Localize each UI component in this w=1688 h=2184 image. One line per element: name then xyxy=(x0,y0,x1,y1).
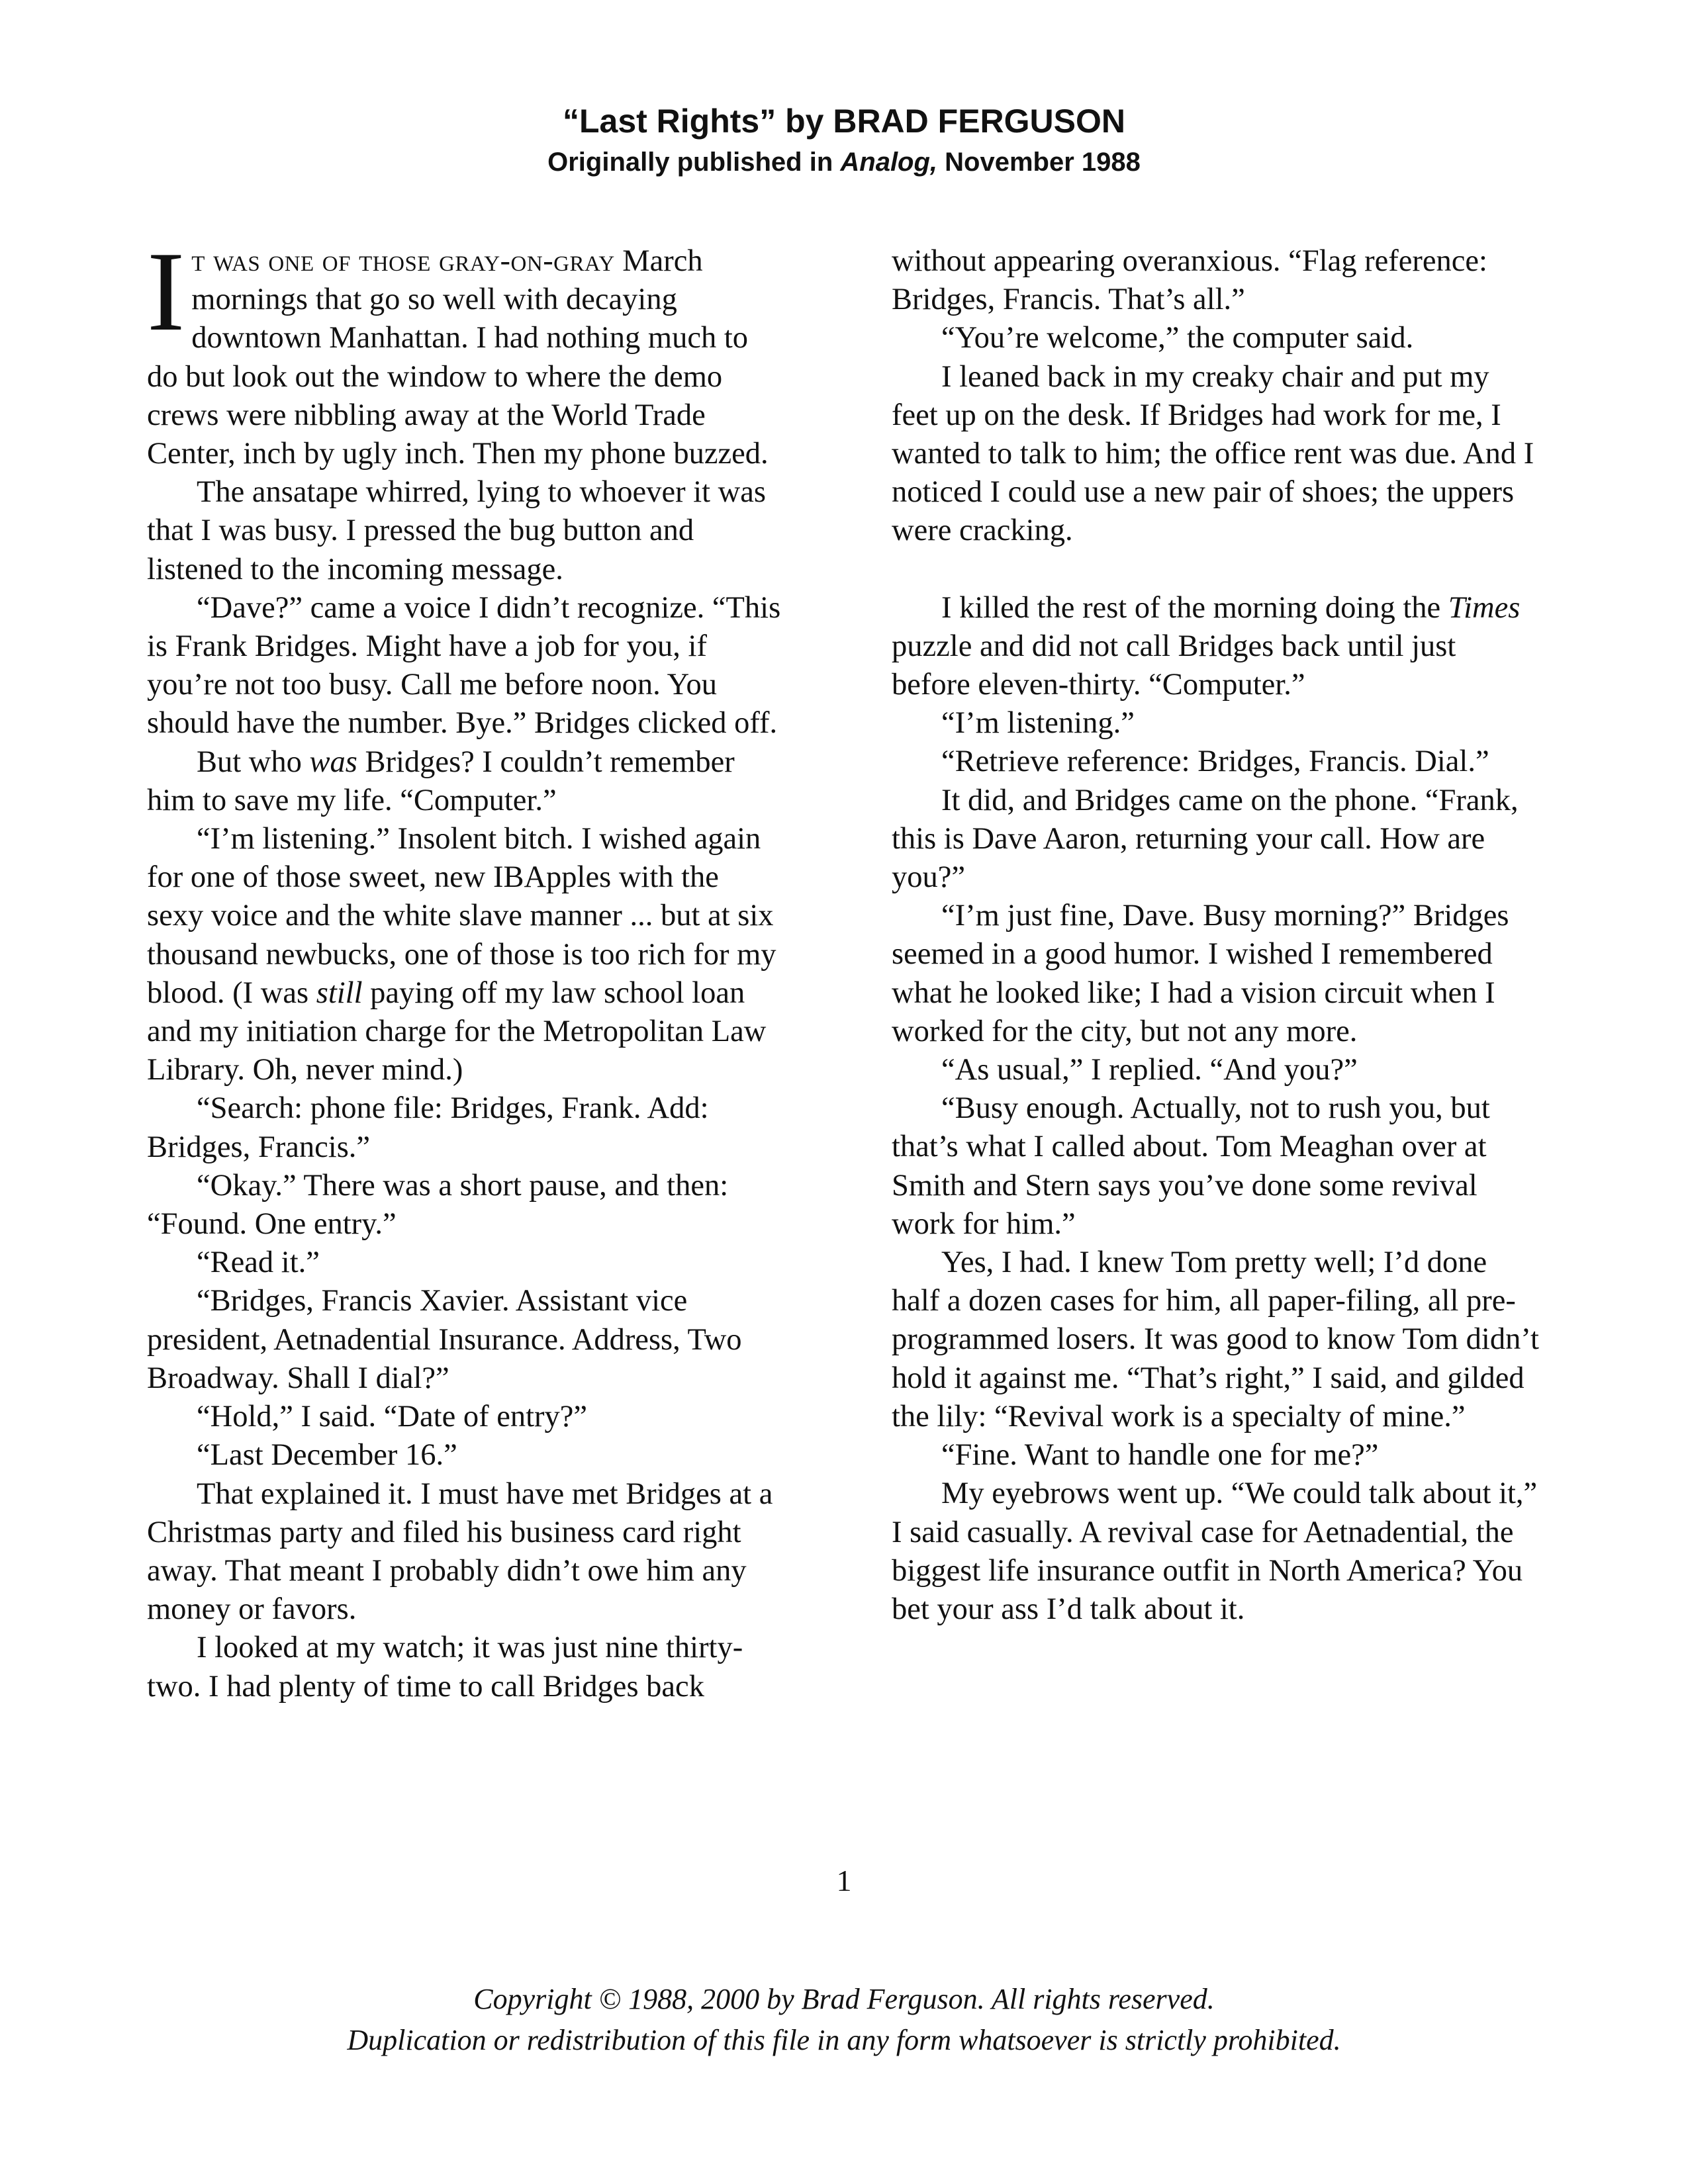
opening-smallcaps: t was one of those gray-on-gray xyxy=(191,244,615,278)
paragraph: “I’m listening.” xyxy=(941,706,1135,741)
paragraph: The ansatape whirred, lying to whoever it was that I was busy. I pressed the bug button and listened to the incoming message. xyxy=(147,475,766,586)
paragraph: “You’re welcome,” the computer said. xyxy=(941,321,1414,355)
left-column xyxy=(147,229,782,1706)
paragraph-text: “I’m listening.” Insolent bitch. I wished again for one of those sweet, new IBApples with the sexy voice and the white slave manner ... but at six thousand newbucks, one of those is too rich for my blood. (I was xyxy=(147,822,776,1010)
paragraph: “Busy enough. Actually, not to rush you, but that’s what I called about. Tom Meaghan over at Smith and Stern says you’ve done some revival work for him.” xyxy=(892,1091,1490,1241)
drop-cap: I xyxy=(147,229,185,355)
emphasis: Times xyxy=(1448,590,1521,625)
paragraph: It did, and Bridges came on the phone. “Frank, this is Dave Aaron, returning your call. How are you?” xyxy=(892,783,1519,895)
paragraph xyxy=(147,820,782,1089)
paragraph: I looked at my watch; it was just nine thirty-two. I had plenty of time to call Bridges back xyxy=(147,1631,743,1704)
paragraph-text: puzzle and did not call Bridges back until just before eleven-thirty. “Computer.” xyxy=(892,629,1456,702)
page-header xyxy=(0,99,1688,181)
page-number: 1 xyxy=(836,1864,852,1897)
emphasis: was xyxy=(309,745,357,779)
paragraph: “Bridges, Francis Xavier. Assistant vice president, Aetnadential Insurance. Address, Two Broadway. Shall I dial?” xyxy=(147,1284,742,1395)
paragraph xyxy=(147,743,782,820)
paragraph-text: Bridges? I couldn’t remember him to save my life. “Computer.” xyxy=(147,745,735,817)
paragraph: “Retrieve reference: Bridges, Francis. Dial.” xyxy=(941,745,1489,779)
story-title: “Last Rights” by BRAD FERGUSON xyxy=(562,103,1126,140)
magazine-name: Analog, xyxy=(840,148,938,177)
emphasis: still xyxy=(316,976,363,1010)
paragraph-text: paying off my law school loan and my initiation charge for the Metropolitan Law Library. Oh, never mind.) xyxy=(147,976,767,1087)
paragraph: without appearing overanxious. “Flag reference: Bridges, Francis. That’s all.” xyxy=(892,244,1487,317)
paragraph: “Search: phone file: Bridges, Frank. Add: Bridges, Francis.” xyxy=(147,1091,709,1164)
publication-date: November 1988 xyxy=(937,148,1141,177)
paragraph-text: I killed the rest of the morning doing the xyxy=(941,590,1448,625)
paragraph: “Hold,” I said. “Date of entry?” xyxy=(197,1400,588,1434)
copyright-footer xyxy=(0,1979,1688,2061)
paragraph-text: March mornings that go so well with decaying downtown Manhattan. I had nothing much to do but look out the window to where the demo crews were nibbling away at the World Trade Center, inch by ugly inch. Then my phone buzzed. xyxy=(147,244,769,471)
paragraph-text: But who xyxy=(197,745,310,779)
paragraph: Yes, I had. I knew Tom pretty well; I’d done half a dozen cases for him, all paper-filing, all pre-programmed losers. It was good to know Tom didn’t hold it against me. “That’s right,” I said, and gilded the lily: “Revival work is a specialty of mine.” xyxy=(892,1246,1539,1433)
redistribution-notice: Duplication or redistribution of this file in any form whatsoever is strictly prohibited. xyxy=(347,2024,1341,2056)
paragraph: “Dave?” came a voice I didn’t recognize. “This is Frank Bridges. Might have a job for you, if you’re not too busy. Call me before noon. You should have the number. Bye.” Bridges clicked off. xyxy=(147,590,781,741)
paragraph: “Read it.” xyxy=(197,1246,320,1280)
paragraph xyxy=(147,229,782,473)
paragraph: “I’m just fine, Dave. Busy morning?” Bridges seemed in a good humor. I wished I remembered what he looked like; I had a vision circuit when I worked for the city, but not any more. xyxy=(892,899,1509,1048)
paragraph xyxy=(892,589,1540,705)
right-column xyxy=(892,242,1540,1629)
paragraph: “Fine. Want to handle one for me?” xyxy=(941,1438,1379,1473)
paragraph: My eyebrows went up. “We could talk about it,” I said casually. A revival case for Aetnadential, the biggest life insurance outfit in North America? You bet your ass I’d talk about it. xyxy=(892,1477,1538,1626)
copyright-line: Copyright © 1988, 2000 by Brad Ferguson. All rights reserved. xyxy=(473,1983,1215,2015)
publication-prefix: Originally published in xyxy=(547,148,841,177)
paragraph: “Okay.” There was a short pause, and then: “Found. One entry.” xyxy=(147,1168,729,1242)
paragraph: “As usual,” I replied. “And you?” xyxy=(941,1053,1358,1087)
publication-line xyxy=(0,143,1688,181)
paragraph: “Last December 16.” xyxy=(197,1438,457,1473)
paragraph: I leaned back in my creaky chair and put my feet up on the desk. If Bridges had work for me, I wanted to talk to him; the office rent was due. And I noticed I could use a new pair of shoes; the uppers were cracking. xyxy=(892,359,1534,548)
paragraph: That explained it. I must have met Bridges at a Christmas party and filed his business card right away. That meant I probably didn’t owe him any money or favors. xyxy=(147,1477,773,1627)
